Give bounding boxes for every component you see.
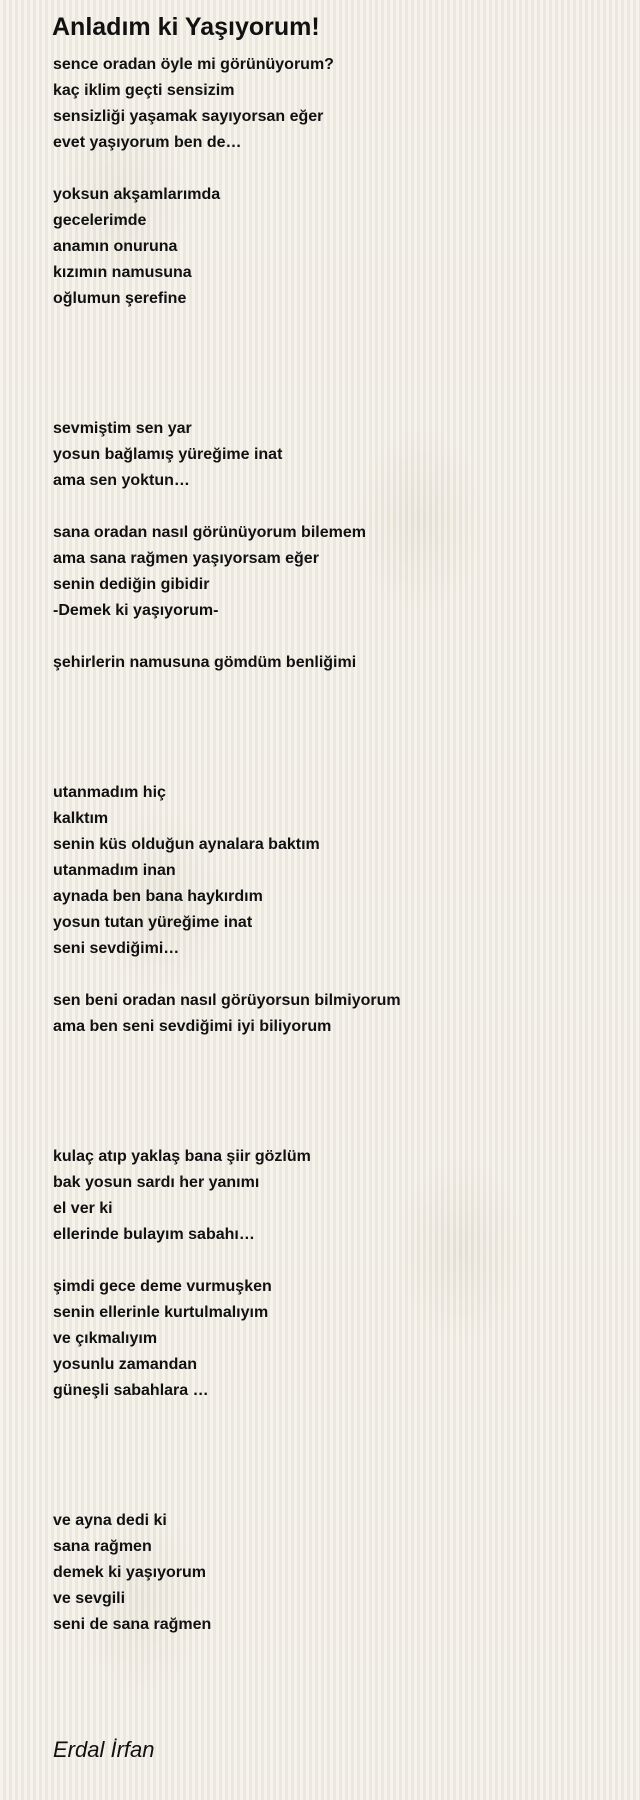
poem-line: kızımın namusuna bbox=[53, 264, 192, 281]
poem-line: ellerinde bulayım sabahı… bbox=[53, 1226, 255, 1243]
poem-line: seni sevdiğimi… bbox=[53, 940, 180, 957]
poem-line: sen beni oradan nasıl görüyorsun bilmiyorum bbox=[53, 992, 401, 1009]
poem-line: gecelerimde bbox=[53, 212, 147, 229]
poem-body bbox=[53, 52, 613, 1638]
poem-line: şimdi gece deme vurmuşken bbox=[53, 1278, 272, 1295]
poem-line: utanmadım inan bbox=[53, 862, 176, 879]
poem-line: yosunlu zamandan bbox=[53, 1356, 198, 1373]
stanza bbox=[53, 52, 613, 156]
poem-line: demek ki yaşıyorum bbox=[53, 1564, 206, 1581]
stanza-gap bbox=[53, 494, 613, 520]
poem-line: yosun bağlamış yüreğime inat bbox=[53, 446, 283, 463]
stanza-gap bbox=[53, 156, 613, 182]
poem-line: sevmiştim sen yar bbox=[53, 420, 192, 437]
poem-line: ama sen yoktun… bbox=[53, 472, 190, 489]
poem-line: senin ellerinle kurtulmalıyım bbox=[53, 1304, 269, 1321]
stanza-gap bbox=[53, 1404, 613, 1508]
poem-line: kalktım bbox=[53, 810, 109, 827]
stanza-gap bbox=[53, 1248, 613, 1274]
poem-line: anamın onuruna bbox=[53, 238, 178, 255]
poem-line: sence oradan öyle mi görünüyorum? bbox=[53, 56, 334, 73]
stanza-gap bbox=[53, 962, 613, 988]
poem-line: sana oradan nasıl görünüyorum bilemem bbox=[53, 524, 366, 541]
poem-line: ama ben seni sevdiğimi iyi biliyorum bbox=[53, 1018, 332, 1035]
poem-line: ve ayna dedi ki bbox=[53, 1512, 167, 1529]
stanza bbox=[53, 1144, 613, 1248]
poem-line: oğlumun şerefine bbox=[53, 290, 187, 307]
poem-line: seni de sana rağmen bbox=[53, 1616, 212, 1633]
stanza bbox=[53, 416, 613, 494]
stanza bbox=[53, 1274, 613, 1404]
poem-line: sana rağmen bbox=[53, 1538, 152, 1555]
poem-line: kulaç atıp yaklaş bana şiir gözlüm bbox=[53, 1148, 311, 1165]
poem-line: güneşli sabahlara … bbox=[53, 1382, 209, 1399]
poem-line: ama sana rağmen yaşıyorsam eğer bbox=[53, 550, 319, 567]
stanza bbox=[53, 650, 613, 676]
poem-line: evet yaşıyorum ben de… bbox=[53, 134, 242, 151]
stanza bbox=[53, 520, 613, 624]
poem-line: ve sevgili bbox=[53, 1590, 126, 1607]
poem-line: yoksun akşamlarımda bbox=[53, 186, 221, 203]
poem-line: senin küs olduğun aynalara baktım bbox=[53, 836, 320, 853]
poem-line: bak yosun sardı her yanımı bbox=[53, 1174, 260, 1191]
stanza-gap bbox=[53, 624, 613, 650]
poem-line: -Demek ki yaşıyorum- bbox=[53, 602, 219, 619]
poem-line: kaç iklim geçti sensizim bbox=[53, 82, 235, 99]
poem-line: utanmadım hiç bbox=[53, 784, 166, 801]
stanza bbox=[53, 988, 613, 1040]
poem-line: senin dediğin gibidir bbox=[53, 576, 210, 593]
poem-line: şehirlerin namusuna gömdüm benliğimi bbox=[53, 654, 357, 671]
stanza bbox=[53, 182, 613, 312]
stanza bbox=[53, 780, 613, 962]
poem-title: Anladım ki Yaşıyorum! bbox=[52, 13, 320, 41]
poem-line: sensizliği yaşamak sayıyorsan eğer bbox=[53, 108, 324, 125]
poem-line: aynada ben bana haykırdım bbox=[53, 888, 263, 905]
stanza-gap bbox=[53, 676, 613, 780]
stanza bbox=[53, 1508, 613, 1638]
poem-line: ve çıkmalıyım bbox=[53, 1330, 158, 1347]
author-name: Erdal İrfan bbox=[53, 1737, 155, 1762]
stanza-gap bbox=[53, 1040, 613, 1144]
poem-line: yosun tutan yüreğime inat bbox=[53, 914, 253, 931]
poem-line: el ver ki bbox=[53, 1200, 113, 1217]
stanza-gap bbox=[53, 312, 613, 416]
